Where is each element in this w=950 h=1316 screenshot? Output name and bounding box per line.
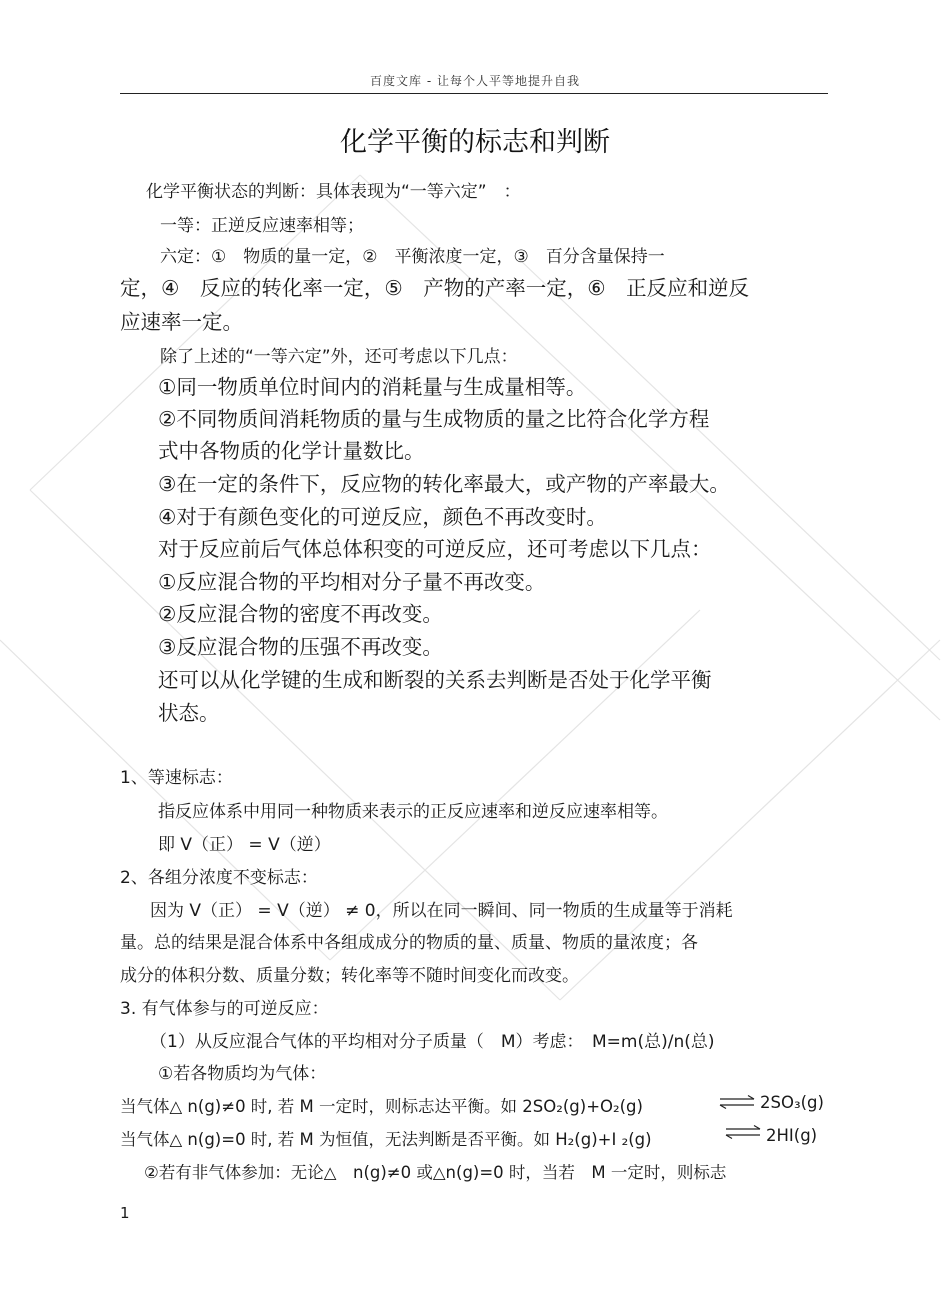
- equilibrium-arrow-icon: [724, 1124, 762, 1140]
- section-3-line: ①若各物质均为气体：: [158, 1064, 327, 1084]
- point-line: ①同一物质单位时间内的消耗量与生成量相等。: [158, 375, 587, 399]
- case-2-product: 2HI(g): [766, 1126, 818, 1145]
- equilibrium-arrow-icon: [718, 1094, 756, 1110]
- section-3-heading: 3. 有气体参与的可逆反应：: [120, 999, 329, 1019]
- point-line: 对于反应前后气体总体积变的可逆反应，还可考虑以下几点：: [158, 537, 712, 561]
- point-line: ②不同物质间消耗物质的量与生成物质的量之比符合化学方程: [158, 407, 710, 431]
- point-line: ③反应混合物的压强不再改变。: [158, 635, 443, 659]
- section-3-line: （1）从反应混合气体的平均相对分子质量（ M）考虑： M=m(总)/n(总): [150, 1032, 715, 1052]
- six-fixed-line-1: 六定：① 物质的量一定，② 平衡浓度一定，③ 百分含量保持一: [160, 247, 665, 267]
- section-1-heading: 1、等速标志：: [120, 768, 233, 788]
- besides-line: 除了上述的“一等六定”外，还可考虑以下几点：: [160, 347, 518, 367]
- last-line: ②若有非气体参加：无论△ n(g)≠0 或△n(g)=0 时，当若 M 一定时，则标志: [144, 1163, 727, 1182]
- page-header: 百度文库 - 让每个人平等地提升自我: [370, 74, 580, 88]
- six-fixed-line-2: 定，④ 反应的转化率一定，⑤ 产物的产率一定，⑥ 正反应和逆反: [120, 276, 750, 300]
- point-line: 式中各物质的化学计量数比。: [158, 439, 425, 463]
- point-line: ②反应混合物的密度不再改变。: [158, 602, 443, 626]
- point-line: ④对于有颜色变化的可逆反应，颜色不再改变时。: [158, 505, 607, 529]
- section-1-line: 即 V（正） = V（逆）: [158, 835, 331, 855]
- point-line: ①反应混合物的平均相对分子量不再改变。: [158, 570, 546, 594]
- point-line: 状态。: [158, 701, 220, 725]
- case-line-1: 当气体△ n(g)≠0 时, 若 M 一定时，则标志达平衡。如 2SO₂(g)+O₂(g): [120, 1097, 643, 1116]
- page-number: 1: [120, 1204, 130, 1222]
- section-2-line: 量。总的结果是混合体系中各组成成分的物质的量、质量、物质的量浓度；各: [120, 933, 698, 953]
- intro-lead: 化学平衡状态的判断：具体表现为“一等六定” ：: [146, 182, 521, 202]
- header-divider: [120, 93, 828, 94]
- section-2-line: 成分的体积分数、质量分数；转化率等不随时间变化而改变。: [120, 966, 579, 986]
- point-line: ③在一定的条件下，反应物的转化率最大，或产物的产率最大。: [158, 472, 730, 496]
- six-fixed-line-3: 应速率一定。: [120, 310, 243, 334]
- intro-one-equal: 一等：正逆反应速率相等；: [160, 216, 364, 236]
- section-2-heading: 2、各组分浓度不变标志：: [120, 868, 318, 888]
- section-1-line: 指反应体系中用同一种物质来表示的正反应速率和逆反应速率相等。: [158, 802, 668, 822]
- case-1-product: 2SO₃(g): [760, 1093, 824, 1112]
- document-title: 化学平衡的标志和判断: [340, 127, 610, 158]
- point-line: 还可以从化学键的生成和断裂的关系去判断是否处于化学平衡: [158, 668, 712, 692]
- section-2-line: 因为 V（正） = V（逆） ≠ 0，所以在同一瞬间、同一物质的生成量等于消耗: [150, 901, 733, 921]
- case-line-2: 当气体△ n(g)=0 时, 若 M 为恒值，无法判断是否平衡。如 H₂(g)+I ₂(g): [120, 1130, 652, 1149]
